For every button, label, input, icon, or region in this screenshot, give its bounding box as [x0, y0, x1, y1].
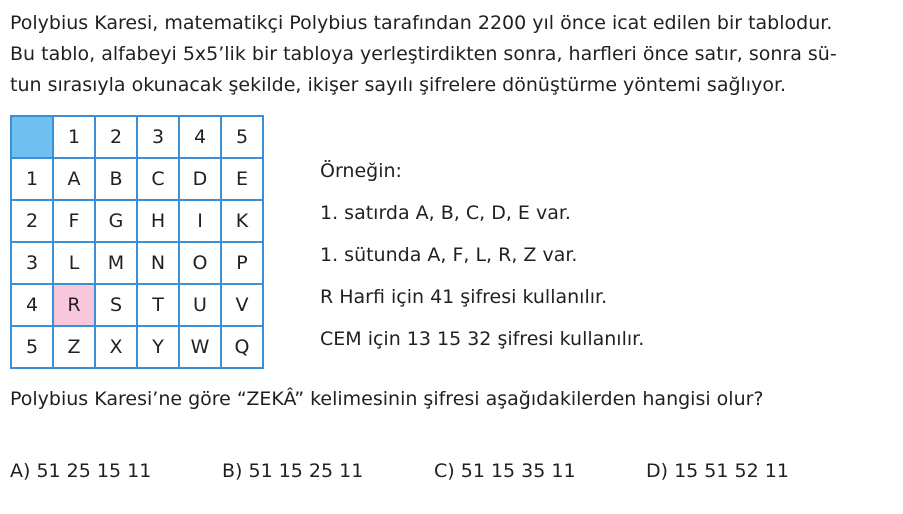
option-label: A) [10, 460, 31, 482]
column-header: 5 [221, 116, 263, 158]
option-text: 51 15 25 11 [248, 460, 364, 482]
letter-cell: P [221, 242, 263, 284]
example-line: 1. satırda A, B, C, D, E var. [320, 202, 571, 224]
intro-line: tun sırasıyla okunacak şekilde, ikişer sayılı şifrelere dönüştürme yöntemi sağlıyor. [10, 74, 787, 96]
table-row [11, 326, 263, 368]
option-d[interactable] [646, 460, 789, 482]
letter-cell: Y [137, 326, 179, 368]
letter-cell: X [95, 326, 137, 368]
option-text: 15 51 52 11 [674, 460, 789, 482]
option-a[interactable] [10, 460, 151, 482]
letter-cell: Q [221, 326, 263, 368]
table-row [11, 158, 263, 200]
letter-cell: M [95, 242, 137, 284]
letter-cell: B [95, 158, 137, 200]
letter-cell: U [179, 284, 221, 326]
table-row [11, 200, 263, 242]
letter-cell: I [179, 200, 221, 242]
letter-cell: E [221, 158, 263, 200]
letter-cell: H [137, 200, 179, 242]
intro-paragraph [10, 8, 890, 101]
row-header: 4 [11, 284, 53, 326]
example-line: R Harfi için 41 şifresi kullanılır. [320, 286, 608, 308]
intro-line: Polybius Karesi, matematikçi Polybius tarafından 2200 yıl önce icat edilen bir tablodur. [10, 12, 833, 34]
letter-cell: L [53, 242, 95, 284]
example-line: CEM için 13 15 32 şifresi kullanılır. [320, 328, 645, 350]
polybius-square-table [10, 115, 264, 369]
highlighted-letter-cell: R [53, 284, 95, 326]
examples-heading: Örneğin: [320, 160, 402, 182]
column-header: 1 [53, 116, 95, 158]
letter-cell: D [179, 158, 221, 200]
option-label: B) [222, 460, 243, 482]
option-label: D) [646, 460, 669, 482]
row-header: 5 [11, 326, 53, 368]
letter-cell: G [95, 200, 137, 242]
table-row [11, 242, 263, 284]
question-text: Polybius Karesi’ne göre “ZEKÂ” kelimesinin şifresi aşağıdakilerden hangisi olur? [10, 388, 764, 410]
letter-cell: C [137, 158, 179, 200]
option-text: 51 15 35 11 [460, 460, 576, 482]
letter-cell: N [137, 242, 179, 284]
example-line: 1. sütunda A, F, L, R, Z var. [320, 244, 578, 266]
table-header-row [11, 116, 263, 158]
examples-block [320, 150, 644, 360]
letter-cell: F [53, 200, 95, 242]
letter-cell: A [53, 158, 95, 200]
letter-cell: K [221, 200, 263, 242]
option-text: 51 25 15 11 [36, 460, 152, 482]
row-header: 3 [11, 242, 53, 284]
column-header: 2 [95, 116, 137, 158]
row-header: 1 [11, 158, 53, 200]
letter-cell: Z [53, 326, 95, 368]
option-label: C) [434, 460, 455, 482]
intro-line: Bu tablo, alfabeyi 5x5’lik bir tabloya yerleştirdikten sonra, harfleri önce satır, sonra sü- [10, 43, 837, 65]
letter-cell: W [179, 326, 221, 368]
option-c[interactable] [434, 460, 576, 482]
row-header: 2 [11, 200, 53, 242]
letter-cell: O [179, 242, 221, 284]
corner-cell [11, 116, 53, 158]
letter-cell: V [221, 284, 263, 326]
column-header: 4 [179, 116, 221, 158]
option-b[interactable] [222, 460, 363, 482]
letter-cell: T [137, 284, 179, 326]
table-row [11, 284, 263, 326]
column-header: 3 [137, 116, 179, 158]
letter-cell: S [95, 284, 137, 326]
